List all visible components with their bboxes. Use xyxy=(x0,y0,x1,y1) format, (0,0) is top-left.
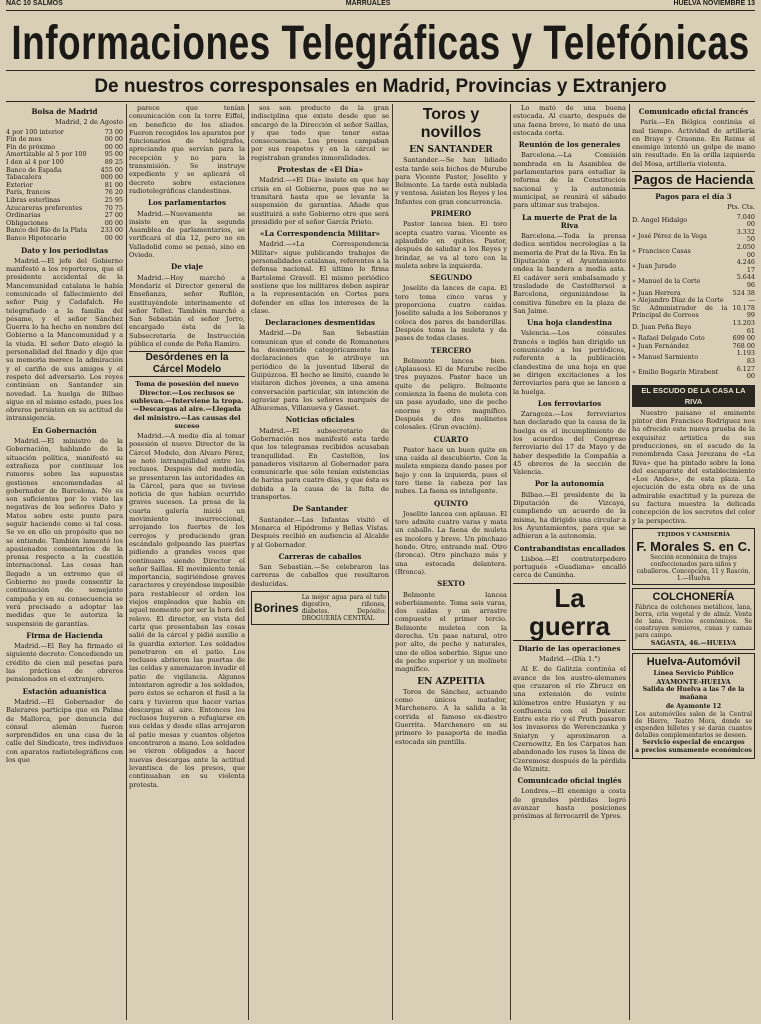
column-divider xyxy=(248,104,249,1020)
column-3 xyxy=(251,104,389,1020)
row-value: 13.203 61 xyxy=(732,318,755,335)
automovil-footer-2: a precios sumamente económicos xyxy=(635,747,752,755)
column-2 xyxy=(129,104,245,1020)
noticias-text: Madrid.—El subsecretario de Gobernación nos manifestó esta tarde que los telegramas recibidos acusaban tranquilidad. En Castellón, los panaderos visitaron al Gobernador para comunicarle que sólo tenían existencias de harina para cuatro días, y que ésta es debida a la causa de la falta de transportes. xyxy=(251,426,389,502)
borines-ad xyxy=(251,591,389,625)
tercero-text: Belmonte lancea bien. (Aplausos). El de Murube recibe tres puyazos. Pastor hace un quite de peligro. Belmonte comienza la faena de muleta con un pase ayudado, uno de pecho enorme y otro magnífico. Después de dos molinetes colosales. (Gran ovación). xyxy=(395,356,507,432)
segundo-heading: SEGUNDO xyxy=(429,273,473,283)
sexto-text: Belmonte lancea soberbiamente. Toma seis varas, dos caídas y un arrastre compuesto el primer tercio. Belmonte muletea con la derecha. Un pase natural, otro por alto, de pecho y naturales, uno de ellos soberbio. Sigue uno de pecho superior y un molinete magnífico. xyxy=(395,590,507,674)
primero-heading: PRIMERO xyxy=(430,209,472,219)
santander-heading: De Santander xyxy=(292,504,348,514)
column-divider xyxy=(392,104,393,1020)
borines-text: La mejor agua para el tufo digestivo, riñones, diabetes. Depósito: DROGUERÍA CENTRAL xyxy=(301,594,386,623)
carcel-subheading: Toma de posesión del nuevo Director.—Los reclusos se sublevan.—Interviene la tropa.—Descargas al aire.—Llegada del ministro.—Las causas del suceso xyxy=(130,380,244,430)
row-value: 00 00 xyxy=(104,233,123,242)
row-label: Amortizable al 5 por 100 xyxy=(6,150,87,159)
morales-title: F. Morales S. en C. xyxy=(636,539,751,555)
autonomia-heading: Por la autonomía xyxy=(534,479,605,489)
row-value: 70 75 xyxy=(104,203,123,212)
column-1 xyxy=(6,104,123,1020)
row-label: » Juan Fernández xyxy=(632,341,689,350)
hoja-text: Valencia.—Los cónsules francés e inglés han dirigido un comunicado a los periódicos, referente a la publicación clandestina de una hoja en que se dirigen excitaciones a los ferroviarios para que se lancen a la huelga. xyxy=(513,329,626,396)
morales-text: Sección económica de trajes confeccionados para niños y caballeros. Concepción, 11 y Rascón, 1.—Huelva xyxy=(636,554,751,583)
quinto-heading: QUINTO xyxy=(433,498,469,508)
column-divider xyxy=(510,104,511,1020)
colchoneria-ad xyxy=(632,588,755,650)
diario-text: Al E. de Galitzia continúa el avance de los austro-alemanes que cruzaron el río Zbrucz en una extensión de veinte kilómetros entre Husiatyn y su confluencia con el Dniester. Entre este río y el Pruth pasaron los invasores de Werenczanka y Sniatyn y aproximaron a Czernowitz. En los Cárpatos han abandonado los rusos la línea de Czeremosz después de la pérdida de Wiznitz. xyxy=(513,665,626,773)
ingles-heading: Comunicado oficial inglés xyxy=(517,776,622,786)
row-label: » Rafael Delgado Coto xyxy=(632,334,705,343)
row-value: 27 00 xyxy=(104,211,123,220)
row-label: Fin de próximo xyxy=(6,142,56,151)
bolsa-heading: Bolsa de Madrid xyxy=(31,107,98,116)
pagos-heading: Pagos de Hacienda xyxy=(633,172,754,188)
row-value: 3.332 50 xyxy=(736,227,755,244)
row-value: 5.644 96 xyxy=(736,273,755,290)
toros-heading: Toros y novillos xyxy=(420,106,482,141)
row-label: Fin de mes xyxy=(6,135,42,144)
escudo-heading: EL ESCUDO DE LA CASA LA RIVA xyxy=(632,385,755,407)
row-value: 000 00 xyxy=(100,173,123,182)
colchoneria-text: Fábrica de colchones metálicos, lana, borra, crin vegetal y de almíz. Venta de lana. Precios económicos. Se construyen somieres, cunas y camas para campo. xyxy=(635,604,752,640)
table-row xyxy=(632,244,755,259)
carreras-text: San Sebastián.—Se celebraron las carreras de caballos que resultaron deslucidas. xyxy=(251,563,389,588)
gobernacion-text: Madrid.—El ministro de la Gobernación, hablando de la situación política, manifestó su extrañeza por continuar los rumores sobre las supuestas gestiones encomendadas al gobernador de Barcelona. No es son suficientes por lo visto las negativas de los señores Dato y Matos sobre este punto para seguir haciendo como si tal cosa. Se ve en ello un propósito que no se entiende. También lamentó los apasionados comentarios de la prensa respecto a la cuestión internacional. Las cosas han llegado a un extremo que el Gobierno no puede consentir la continuación de semejante campaña y en su consecuencia se verá precisado a adoptar las medidas que le autoriza la suspensión de garantías. xyxy=(6,437,123,628)
hoja-heading: Una hoja clandestina xyxy=(526,318,612,328)
top-strip xyxy=(6,0,755,11)
row-label: Azucareras preferentes xyxy=(6,203,83,212)
eldia-text: Madrid.—«El Día» insiste en que hay crisis en el Gobierno, pues que no se tramitará hasta que se levante la suspensión de garantías. Añade que sustituirá a este Gobierno otro que será presidido por el señor García Prieto. xyxy=(251,176,389,226)
column-5 xyxy=(513,104,626,1020)
masthead-rule xyxy=(6,70,755,71)
firma-heading: Firma de Hacienda xyxy=(26,630,103,640)
parlamentarios-heading: Los parlamentarios xyxy=(148,198,226,208)
row-value: 2.050 00 xyxy=(736,243,755,259)
table-row xyxy=(632,350,755,365)
frances-text: París.—En Bélgica continúa el mal tiempo. Actividad de artillería en Braye y Craonne. En Reims el enemigo intentó un golpe de mano sin resultado. En la orilla izquierda del Mosa, artillería violenta. xyxy=(632,118,755,168)
row-value: 455 00 xyxy=(100,165,123,174)
morales-ad xyxy=(632,528,755,585)
ferroviarios-heading: Los ferroviarios xyxy=(537,398,602,408)
top-strip-left: NAC 10 SALMOS xyxy=(6,0,63,7)
column-4 xyxy=(395,104,507,1020)
pagos-table xyxy=(632,214,755,381)
table-row xyxy=(632,259,755,274)
automovil-footer: Servicio especial de encargos xyxy=(642,738,745,746)
row-value: 768 00 xyxy=(732,341,755,350)
contrabandistas-text: Lisboa.—El contratorpedero portugués «Guadiana» encalló cerca de Caminha. xyxy=(513,554,626,580)
reunion-text: Barcelona.—La Comisión nombrada en la Asamblea de parlamentarios para estudiar la reforma de la Constitución nacional y la autonomía municipal, se reunirá el sábado para ultimar sus trabajos. xyxy=(513,151,626,210)
row-label: D. Angel Hidalgo xyxy=(632,216,688,225)
muerte-heading: La muerte de Prat de la Riva xyxy=(521,212,618,230)
borines-title: Borines xyxy=(254,600,299,615)
parlamentarios-text: Madrid.—Nuevamente se insiste en que la segunda Asamblea de parlamentarios, se verificará el día 12, pero no en Valladolid como se pensó, sino en Oviedo. xyxy=(129,209,245,260)
row-value: 81 00 xyxy=(104,180,123,189)
automovil-departure-2: de Ayamonte 12 xyxy=(665,702,722,710)
guerra-heading: La guerra xyxy=(513,583,626,641)
santander-text: Santander.—Las Infantas visitó el Monarca el Hipódromo y Bellas Vistas. Después recibió en audiencia al Alcalde y al Gobernador. xyxy=(251,515,389,549)
autonomia-text: Bilbao.—El presidente de la Diputación de Vizcaya, cumpliendo un acuerdo de la misma, ha dirigido una circular a los Ayuntamientos, para que se adhieran a la autonomía. xyxy=(513,490,626,541)
estacion-text: Madrid.—El Gobernador de Balerares participa que en Palma de Mallorca, por denuncia del cónsul alemán fueron sorprendidos en una casa de la calle del Sindicato, tres individuos con aparatos radiotelegráficos con los que xyxy=(6,697,123,765)
column-6 xyxy=(632,104,755,1020)
table-row xyxy=(632,366,755,381)
sexto-heading: SEXTO xyxy=(437,579,465,589)
table-row xyxy=(632,229,755,244)
row-value: 4.246 17 xyxy=(736,258,755,274)
masthead-title: Informaciones Telegráficas y Telefónicas xyxy=(11,16,750,70)
row-label: » Alejandro Díaz de la Corte xyxy=(632,296,724,305)
colchoneria-title: COLCHONERÍA xyxy=(652,591,735,604)
row-label: » Juan Herrera xyxy=(632,288,681,297)
noticias-heading: Noticias oficiales xyxy=(285,415,355,425)
row-value: 00 00 xyxy=(104,218,123,227)
contrabandistas-heading: Contrabandistas encallados xyxy=(513,543,626,553)
row-value: 6.127 00 xyxy=(736,364,755,381)
bolsa-table xyxy=(6,129,123,243)
carreras-heading: Carreras de caballos xyxy=(278,551,362,561)
cuarto-heading: CUARTO xyxy=(433,434,469,444)
row-value: — xyxy=(748,296,755,305)
section-subhead: De nuestros corresponsales en Madrid, Provincias y Extranjero xyxy=(94,76,667,97)
quinto-text: Joselito lancea con aplauso. El toro admite cuatro varas y mata un caballo. La faena de muleta es incolora y breve. Un pinchazo hondo. Otro, entrando mal. Otro (bronca). Otro pinchazo más y una estocada delantera. (Bronca). xyxy=(395,509,507,576)
santander-corrida-heading: EN SANTANDER xyxy=(409,145,493,155)
col3-intro: sos son producto de la gran indisciplina que existe desde que se encargó de la Dirección el señor Saillas, y que todo que tener estas consecuencias. Los presos campaban por sus respetos y en la cárcel se registraban grandes inmoralidades. xyxy=(251,104,389,162)
automovil-title: Huelva-Automóvil xyxy=(646,656,741,669)
muerte-text: Barcelona.—Toda la prensa dedica sentidos necrologías a la memoria de Prat de la Riva. En la Diputación y el Ayuntamiento ondea la bandera a media asta. El cadáver será embalsamado y trasladado de Castelltersol a Barcelona, organizándose la comitiva fúnebre en la plaza de San Jaime. xyxy=(513,232,626,315)
segundo-text: Joselito da lances de capa. El toro toma cinco varas y proporciona cuatro caídas. Joselito saluda a los Soberanos y coloca dos pares de banderillas. Después toma la muleta y da pases de todas clases. xyxy=(395,284,507,343)
ferroviarios-text: Zaragoza.—Los ferroviarios han declarado que la causa de la huelga es el incumplimiento de los acuerdos del Congreso ferroviario del 17 de Mayo y de haber despedido la Compañía a 45 obreros de la sección de Valencia. xyxy=(513,410,626,477)
top-strip-right: HUELVA NOVIEMBRE 13 xyxy=(673,0,755,7)
carcel-text: Madrid.—A medio día al tomar posesión el nuevo Director de la Cárcel Modelo, don Alvaro Pérez, se notó intranquilidad entre los reclusos. Después del mediodía, se presentaron las autoridades en la Cárcel, para que se tuviese noticia de que habían ocurrido graves sucesos. La presa de la cuarta galería inició un movimiento insurreccional, arrojando los fuertes de los cerrojos y produciendo gran escándalo golpeando las puertas pidiendo a grandes voces que continuara siendo Director el señor Saillas. El movimiento tenía importancia, sugiriéndose graves caracteres y creyéndose imposible para restablecer el orden los viejos empleados que había en aquel momento por ser la hora del relevo. El director, en vista del cariz que presentaban las cosas salió de la cárcel y pidió auxilio a la guardia exterior. Los soldados penetraron en el patio. Los reclusos abrieron las puertas de las celdas y amenazaron invadir el patio de vigilancia. Algunos intentaron agredir a los soldados, pero éstos se echaron el fusil a la cara y tuvieron que hacer varias descargas al aire. Entonces los reclusos huyeron a refugiarse en sus celdas y desde ellas arrojaron al patio mesas y cuantos objetos encontraron a mano. Los soldados se vieron obligados a hacer nuevas descargas ante la actitud levantisca de los presos, que continuaban en su violenta protesta. xyxy=(129,432,245,789)
reunion-heading: Reunión de los generales xyxy=(518,140,621,150)
row-label: » Francisco Casas xyxy=(632,246,691,255)
column-divider xyxy=(629,104,630,1020)
estacion-heading: Estación aduanística xyxy=(22,686,107,696)
azpeitia-text: Toros de Sánchez, actuando como únicos matador, Marchenero. A la salida a la corrida el famoso ex-diestro Guerrita. Marchenero en su primero lo pasaporta de media estocada sin puntilla. xyxy=(395,687,507,746)
row-value: 699 00 xyxy=(732,334,755,343)
pagos-units: Pts. Cts. xyxy=(727,203,755,212)
row-value: 524 38 xyxy=(732,288,755,297)
viaje-text: Madrid.—Hoy marchó a Mondariz el Director general de Enseñanza, señor Rufilón, sustituyéndole interinamente el señor Tellez. También marchó a San Sebastián el señor Jorro, encargado ésta de la Subsecretaría de Instrucción pública el conde de Peña Ramiro. xyxy=(129,273,245,349)
row-value: 1.193 83 xyxy=(736,349,755,365)
automovil-departure: Salida de Huelva a las 7 de la mañana xyxy=(642,686,745,702)
desmentidas-text: Madrid.—De San Sebastián comunican que el conde de Romanones ha desmentido categóricamente las declaraciones que le atribuye un periódico de la juventud liberal de Guipúzcoa. El hecho se limitó, cuando le visitaron dichos jóvenes, a una amena conversación particular, sin intención de agraviar para los señores marqués de Alhucemas, Villanueva y Gasset. xyxy=(251,329,389,413)
carcel-heading: Desórdenes en la Cárcel Modelo xyxy=(129,351,245,377)
desmentidas-heading: Declaraciones desmentidas xyxy=(264,318,376,328)
primero-text: Pastor lancea bien. El toro acepta cuatro varas. Vicente es aplaudido en quites. Pastor, después de saludar a los Reyes y brindar, se va al toro con la muleta sobre la izquierda. xyxy=(395,220,507,270)
row-label: D. Juan Peña Bayo xyxy=(632,322,692,331)
gobernacion-heading: En Gobernación xyxy=(32,425,97,435)
top-strip-center: MARRUALES xyxy=(345,0,391,7)
row-label: Ordinarias xyxy=(6,211,41,220)
diario-heading: Diario de las operaciones xyxy=(518,643,621,653)
automovil-text: Los automóviles salen de la Central de Hierro, Teatro Mora, donde se expenden billetes y se darán cuantos detalles complementarios se deseen. xyxy=(635,710,752,739)
tercero-heading: TERCERO xyxy=(430,345,472,355)
row-label: » Manuel Sarmiento xyxy=(632,353,699,362)
row-label: » Manuel de la Corte xyxy=(632,277,701,286)
row-label: Libras esterlinas xyxy=(6,195,61,204)
table-row xyxy=(632,274,755,289)
militar-text: Madrid.—«La Correspondencia Militar» sigue publicando trabajos de personalidades catalanas, referentes a la defensa nacional. El último lo firma Bartolomé Gravell. El mismo periódico sostiene que los militares deben aspirar a la representación en Cortes para defender en ellas los intereses de la clase. xyxy=(251,240,389,315)
cuarto-text: Pastor hace un buen quite en una caída al descubierto. Con la muleta empieza dando pases por bajo y con la izquierda, pues el toro tiene la cabeza por las nubes. La faena es inteligente. xyxy=(395,445,507,496)
row-value: 7.040 00 xyxy=(736,212,755,229)
table-row xyxy=(6,235,123,243)
ingles-text: Londres.—El enemigo a costa de grandes pérdidas logró avanzar hasta posiciones próximas al ferrocarril de Ypres. xyxy=(513,787,626,821)
col5-intro: Lo mató de una buena estocada. Al cuarto, después de una faena breve, lo mató de una estocada corta. xyxy=(513,104,626,137)
row-label: Banco de España xyxy=(6,165,62,174)
diario-date: Madrid.—(Día 1.°) xyxy=(538,655,601,664)
santander-corrida-text: Santander.—Se han lidiado esta tarde seis bichos de Murube para Vicente Pastor, Joselito y Belmonte. La tarde está nublada y ventosa. Asisten los Reyes y los Infantes con gran concurrencia. xyxy=(395,156,507,206)
dato-text: Madrid.—El jefe del Gobierno manifestó a los reporteros, que el presidente accidental de la Mancomunidad catalana le había comunicado el fallecimiento del señor Puig y Cadafalch. He telegrafiado a la familia del pésame, y el señor Sánchez Guerra lo ha hecho en nombre del Gobierno a la Mancomunidad y a la viuda. El señor Dato elogió la personalidad del finado y dijo que su memoria merece la admiración y el cariño de sus amigos y el respeto del adversario. Los reyes continúan en Santander sin novedad. La huelga de Bilbao sigue en el mismo estado, pues los obreros persisten en su actitud de intransigencia. xyxy=(6,256,123,423)
column-divider xyxy=(126,104,127,1020)
morales-pretitle: TEJIDOS Y CAMISERÍA xyxy=(657,531,730,538)
row-label: » José Pérez de la Vega xyxy=(632,231,707,240)
bolsa-date: Madrid, 2 de Agosto xyxy=(54,118,123,127)
row-label: Obligaciones xyxy=(6,218,48,227)
row-value: 25 95 xyxy=(104,195,123,204)
automovil-sub: Línea Servicio Público xyxy=(653,669,734,678)
row-label: » Juan Jurado xyxy=(632,262,677,271)
eldia-heading: Protestas de «El Día» xyxy=(277,165,363,175)
col2-intro: parece que tenían comunicación con la torre Eiffel, en beneficio de los aliados. Fueron recogidos los aparatos por funcionarios de telégrafos, apreciando que servían para la recepción y no para la transmisión. Se instruye expediente y se aplicará el decreto sobre estaciones radiotelegráficas clandestinas. xyxy=(129,104,245,195)
row-label: » Emilio Bogarín Mirabent xyxy=(632,368,719,377)
row-value: 00 00 xyxy=(104,135,123,144)
table-row xyxy=(632,305,755,320)
row-value: 95 00 xyxy=(104,150,123,159)
dato-heading: Dato y los periodistas xyxy=(21,245,108,255)
azpeitia-heading: EN AZPEITIA xyxy=(417,676,485,687)
viaje-heading: De viaje xyxy=(170,262,204,272)
row-value: 233 00 xyxy=(100,226,123,235)
row-label: Exterior xyxy=(6,180,33,189)
automovil-ad xyxy=(632,653,755,758)
colchoneria-address: SAGASTA, 46.—HUELVA xyxy=(650,639,737,648)
row-label: Banco del Río de la Plata xyxy=(6,226,88,235)
frances-heading: Comunicado oficial francés xyxy=(638,107,749,116)
row-value: 76 20 xyxy=(104,188,123,197)
row-label: 4 por 100 interior xyxy=(6,127,64,136)
row-label: Banco Hipotecario xyxy=(6,233,67,242)
row-value: 73 00 xyxy=(104,127,123,136)
subhead-rule xyxy=(6,101,755,102)
row-value: 10.178 99 xyxy=(732,303,755,320)
row-label: I den al 4 por 100 xyxy=(6,157,64,166)
table-row xyxy=(632,214,755,229)
row-value: 00 00 xyxy=(104,142,123,151)
pagos-subheading: Pagos para el día 3 xyxy=(655,192,732,202)
table-row xyxy=(632,320,755,335)
militar-heading: «La Correspondencia Militar» xyxy=(260,229,380,239)
escudo-text: Nuestro paisano el eminente pintor don Francisco Rodríguez nos ha ofrecido este nueva prueba de la exquisitez artística de sus producciones, en el escudo de la renombrada Casa Jerezana de «La Riva» que ha pintado sobre la lona del escaparate del establecimiento «Los Andes», de esta plaza. La ejecución de esta obra es de una admirable exactitud y la pureza de su factura muestra la delicada concepción de los secretos del color y la perspectiva. xyxy=(632,408,755,525)
automovil-route: AYAMONTE-HUELVA xyxy=(656,677,731,686)
row-label: Sr. Administrador de la Principal de Correos xyxy=(632,303,728,320)
row-label: París, francos xyxy=(6,188,51,197)
firma-text: Madrid.—El Rey ha firmado el siguiente decreto: Concediendo un crédito de cien mil pesetas para las prácticas de obreros pensionados en el extranjero. xyxy=(6,642,123,684)
row-label: Tabacalera xyxy=(6,173,42,182)
row-value: 89 25 xyxy=(104,157,123,166)
